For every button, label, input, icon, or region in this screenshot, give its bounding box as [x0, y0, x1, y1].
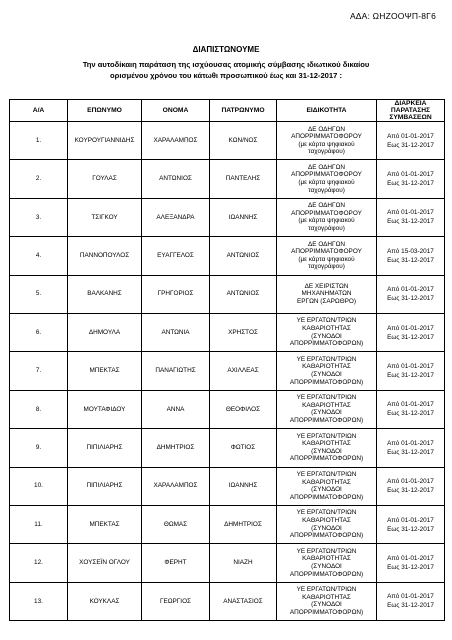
specialty-line: ταχογράφου) [308, 148, 345, 156]
duration-to: Εως 31-12-2017 [387, 180, 434, 188]
specialty-line: ΑΠΟΡΡΙΜΜΑΤΟΦΟΡΩΝ) [289, 378, 364, 386]
duration-from: Από 01-01-2017 [387, 286, 434, 294]
cell-surname: ΚΟΥΚΛΑΣ [68, 582, 142, 620]
header-duration-line: ΣΥΜΒΑΣΕΩΝ [389, 114, 432, 121]
specialty-line: ΥΕ ΕΡΓΑΤΩΝ/ΤΡΙΩΝ [296, 394, 357, 402]
specialty-line: ΥΕ ΕΡΓΑΤΩΝ/ΤΡΙΩΝ [296, 317, 357, 325]
table-row [10, 122, 445, 160]
duration-to: Εως 31-12-2017 [387, 487, 434, 495]
table-row [10, 313, 445, 351]
cell-duration [377, 429, 445, 467]
specialty-line: ΑΠΟΡΡΙΜΜΑΤΟΦΟΡΩΝ) [289, 340, 364, 348]
duration-from: Από 01-01-2017 [387, 132, 434, 140]
cell-name: ΧΑΡΑΛΑΜΠΟΣ [142, 122, 210, 160]
cell-father: ΑΧΙΛΛΕΑΣ [210, 352, 277, 390]
cell-father: ΝΙΑΖΗ [210, 544, 277, 582]
specialty-line: (με κάρτα ψηφιακού [298, 255, 355, 263]
specialty-line: ΑΠΟΡΡΙΜΜΑΤΟΦΟΡΟΥ [291, 133, 362, 141]
cell-surname: ΧΟΥΣΕΪΝ ΟΓΛΟΥ [68, 544, 142, 582]
specialty-line: ΑΠΟΡΡΙΜΜΑΤΟΦΟΡΟΥ [291, 209, 362, 217]
duration-to: Εως 31-12-2017 [387, 256, 434, 264]
cell-duration [377, 275, 445, 313]
cell-specialty [277, 160, 377, 198]
cell-duration [377, 505, 445, 543]
table-row [10, 582, 445, 620]
cell-name: ΑΝΝΑ [142, 390, 210, 428]
cell-father: ΘΕΟΦΙΛΟΣ [210, 390, 277, 428]
duration-to: Εως 31-12-2017 [387, 333, 434, 341]
duration-from: Από 01-01-2017 [387, 593, 434, 601]
cell-duration [377, 313, 445, 351]
duration-from: Από 01-01-2017 [387, 439, 434, 447]
cell-specialty [277, 275, 377, 313]
specialty-line: ταχογράφου) [308, 186, 345, 194]
specialty-line: ταχογράφου) [308, 225, 345, 233]
header-aa: Α/Α [10, 100, 68, 122]
header-duration [377, 100, 445, 122]
cell-name: ΕΥΑΓΓΕΛΟΣ [142, 237, 210, 275]
table-row [10, 505, 445, 543]
duration-to: Εως 31-12-2017 [387, 141, 434, 149]
cell-aa: 8. [10, 390, 68, 428]
duration-from: Από 01-01-2017 [387, 171, 434, 179]
table-row [10, 352, 445, 390]
specialty-line: ταχογράφου) [308, 263, 345, 271]
table-row [10, 237, 445, 275]
specialty-line: ΚΑΘΑΡΙΟΤΗΤΑΣ [302, 478, 351, 486]
cell-father: ΔΗΜΗΤΡΙΟΣ [210, 505, 277, 543]
cell-surname: ΜΠΕΚΤΑΣ [68, 505, 142, 543]
cell-father: ΙΩΑΝΝΗΣ [210, 467, 277, 505]
cell-father: ΙΩΑΝΝΗΣ [210, 198, 277, 236]
cell-surname: ΔΗΜΟΥΛΑ [68, 313, 142, 351]
cell-surname: ΠΙΠΙΛΙΑΡΗΣ [68, 467, 142, 505]
duration-to: Εως 31-12-2017 [387, 448, 434, 456]
duration-to: Εως 31-12-2017 [387, 410, 434, 418]
staff-table [9, 99, 445, 621]
duration-to: Εως 31-12-2017 [387, 563, 434, 571]
duration-from: Από 01-01-2017 [387, 324, 434, 332]
table-row [10, 467, 445, 505]
specialty-line: ΥΕ ΕΡΓΑΤΩΝ/ΤΡΙΩΝ [296, 586, 357, 594]
cell-aa: 7. [10, 352, 68, 390]
specialty-line: ΥΕ ΕΡΓΑΤΩΝ/ΤΡΙΩΝ [296, 471, 357, 479]
specialty-line: ΚΑΘΑΡΙΟΤΗΤΑΣ [302, 593, 351, 601]
cell-aa: 12. [10, 544, 68, 582]
duration-from: Από 01-01-2017 [387, 554, 434, 562]
cell-aa: 9. [10, 429, 68, 467]
specialty-line: ΚΑΘΑΡΙΟΤΗΤΑΣ [302, 401, 351, 409]
specialty-line: ΥΕ ΕΡΓΑΤΩΝ/ΤΡΙΩΝ [296, 509, 357, 517]
duration-to: Εως 31-12-2017 [387, 372, 434, 380]
duration-from: Από 01-01-2017 [387, 363, 434, 371]
table-row [10, 390, 445, 428]
cell-specialty [277, 505, 377, 543]
cell-specialty [277, 313, 377, 351]
specialty-line: ΑΠΟΡΡΙΜΜΑΤΟΦΟΡΟΥ [291, 248, 362, 256]
cell-aa: 1. [10, 122, 68, 160]
cell-duration [377, 352, 445, 390]
specialty-line: ΑΠΟΡΡΙΜΜΑΤΟΦΟΡΩΝ) [289, 570, 364, 578]
cell-surname: ΠΑΝΝΟΠΟΥΛΟΣ [68, 237, 142, 275]
cell-name: ΑΛΕΞΑΝΔΡΑ [142, 198, 210, 236]
intro-text [40, 60, 412, 81]
header-specialty: ΕΙΔΙΚΟΤΗΤΑ [277, 100, 377, 122]
table-row [10, 198, 445, 236]
duration-from: Από 01-01-2017 [387, 401, 434, 409]
specialty-line: ΔΕ ΟΔΗΓΩΝ [308, 163, 345, 171]
specialty-line: (με κάρτα ψηφιακού [298, 179, 355, 187]
cell-specialty [277, 544, 377, 582]
cell-surname: ΤΣΙΓΚΟΥ [68, 198, 142, 236]
cell-name: ΠΑΝΑΓΙΩΤΗΣ [142, 352, 210, 390]
specialty-line: ΔΕ ΟΔΗΓΩΝ [308, 202, 345, 210]
specialty-line: (ΣΥΝΟΔΟΙ [311, 447, 342, 455]
header-duration-line: ΠΑΡΑΤΑΣΗΣ [390, 107, 431, 114]
cell-aa: 11. [10, 505, 68, 543]
specialty-line: ΚΑΘΑΡΙΟΤΗΤΑΣ [302, 325, 351, 333]
specialty-line: ΑΠΟΡΡΙΜΜΑΤΟΦΟΡΩΝ) [289, 493, 364, 501]
table-header-row [10, 100, 445, 122]
cell-surname: ΚΟΥΡΟΥΓΙΑΝΝΙΔΗΣ [68, 122, 142, 160]
specialty-line: ΑΠΟΡΡΙΜΜΑΤΟΦΟΡΩΝ) [289, 608, 364, 616]
specialty-line: ΚΑΘΑΡΙΟΤΗΤΑΣ [302, 517, 351, 524]
specialty-line: (ΣΥΝΟΔΟΙ [311, 409, 342, 417]
cell-specialty [277, 429, 377, 467]
cell-aa: 4. [10, 237, 68, 275]
cell-surname: ΒΑΛΚΑΝΗΣ [68, 275, 142, 313]
cell-surname: ΓΟΥΛΑΣ [68, 160, 142, 198]
cell-aa: 13. [10, 582, 68, 620]
specialty-line: ΥΕ ΕΡΓΑΤΩΝ/ΤΡΙΩΝ [296, 547, 357, 555]
cell-father: ΑΝΑΣΤΑΣΙΟΣ [210, 582, 277, 620]
cell-name: ΓΡΗΓΟΡΙΟΣ [142, 275, 210, 313]
cell-specialty [277, 467, 377, 505]
cell-surname: ΠΙΠΙΛΙΑΡΗΣ [68, 429, 142, 467]
header-name: ΟΝΟΜΑ [142, 100, 210, 122]
specialty-line: (ΣΥΝΟΔΟΙ [311, 562, 342, 570]
header-father: ΠΑΤΡΩΝΥΜΟ [210, 100, 277, 122]
specialty-line: ΚΑΘΑΡΙΟΤΗΤΑΣ [302, 555, 351, 563]
cell-specialty [277, 122, 377, 160]
cell-father: ΧΡΗΣΤΟΣ [210, 313, 277, 351]
cell-aa: 2. [10, 160, 68, 198]
duration-from: Από 01-01-2017 [387, 209, 434, 217]
cell-duration [377, 582, 445, 620]
cell-name: ΘΩΜΑΣ [142, 505, 210, 543]
table-row [10, 160, 445, 198]
cell-name: ΧΑΡΑΛΑΜΠΟΣ [142, 467, 210, 505]
cell-aa: 5. [10, 275, 68, 313]
document-heading: ΔΙΑΠΙΣΤΩΝΟΥΜΕ [192, 45, 260, 54]
specialty-line: ΚΑΘΑΡΙΟΤΗΤΑΣ [302, 363, 351, 371]
cell-father: ΠΑΝΤΕΛΗΣ [210, 160, 277, 198]
cell-surname: ΜΠΕΚΤΑΣ [68, 352, 142, 390]
specialty-line: ΔΕ ΟΔΗΓΩΝ [308, 240, 345, 248]
cell-father: ΚΩΝ/ΝΟΣ [210, 122, 277, 160]
specialty-line: ΑΠΟΡΡΙΜΜΑΤΟΦΟΡΩΝ) [289, 417, 364, 425]
cell-name: ΑΝΤΩΝΙΟΣ [142, 160, 210, 198]
cell-father: ΦΩΤΙΟΣ [210, 429, 277, 467]
duration-to: Εως 31-12-2017 [387, 602, 434, 610]
specialty-line: (με κάρτα ψηφιακού [298, 140, 355, 148]
duration-from: Από 15-03-2017 [387, 247, 434, 255]
cell-specialty [277, 390, 377, 428]
duration-to: Εως 31-12-2017 [387, 218, 434, 226]
specialty-line: ΚΑΘΑΡΙΟΤΗΤΑΣ [302, 440, 351, 448]
cell-aa: 3. [10, 198, 68, 236]
specialty-line: ΑΠΟΡΡΙΜΜΑΤΟΦΟΡΩΝ) [289, 532, 364, 540]
cell-duration [377, 237, 445, 275]
specialty-line: (ΣΥΝΟΔΟΙ [311, 371, 342, 379]
specialty-line: ΑΠΟΡΡΙΜΜΑΤΟΦΟΡΩΝ) [289, 455, 364, 463]
cell-aa: 6. [10, 313, 68, 351]
cell-duration [377, 467, 445, 505]
specialty-line: ΜΗΧΑΝΗΜΑΤΩΝ [301, 290, 352, 298]
cell-duration [377, 544, 445, 582]
duration-to: Εως 31-12-2017 [387, 525, 434, 533]
specialty-line: (ΣΥΝΟΔΟΙ [311, 524, 342, 532]
intro-line-2: ορισμένου χρόνου του κάτωθι προσωπικού έως και 31-12-2017 : [110, 70, 342, 80]
specialty-line: (ΣΥΝΟΔΟΙ [311, 486, 342, 494]
duration-to: Εως 31-12-2017 [387, 295, 434, 303]
cell-father: ΑΝΤΩΝΙΟΣ [210, 275, 277, 313]
cell-duration [377, 390, 445, 428]
specialty-line: (ΣΥΝΟΔΟΙ [311, 601, 342, 609]
cell-duration [377, 122, 445, 160]
cell-specialty [277, 198, 377, 236]
intro-line-1: Την αυτοδίκαιη παράταση της ισχύουσας ατομικής σύμβασης ιδιωτικού δικαίου [82, 60, 370, 69]
specialty-line: (με κάρτα ψηφιακού [298, 217, 355, 225]
cell-name: ΑΝΤΩΝΙΑ [142, 313, 210, 351]
cell-specialty [277, 582, 377, 620]
specialty-line: ΥΕ ΕΡΓΑΤΩΝ/ΤΡΙΩΝ [296, 432, 357, 440]
header-surname: ΕΠΩΝΥΜΟ [68, 100, 142, 122]
cell-specialty [277, 237, 377, 275]
table-row [10, 429, 445, 467]
cell-surname: ΜΟΥΤΑΦΙΔΟΥ [68, 390, 142, 428]
cell-duration [377, 198, 445, 236]
specialty-line: (ΣΥΝΟΔΟΙ [311, 332, 342, 340]
ada-code: ΑΔΑ: ΩΗΖΟΟΨΠ-8Γ6 [349, 11, 436, 21]
specialty-line: ΑΠΟΡΡΙΜΜΑΤΟΦΟΡΟΥ [291, 171, 362, 179]
header-duration-line: ΔΙΑΡΚΕΙΑ [394, 100, 427, 107]
duration-from: Από 01-01-2017 [387, 478, 434, 486]
specialty-line: ΔΕ ΧΕΙΡΙΣΤΩΝ [304, 282, 349, 290]
cell-father: ΑΝΤΩΝΙΟΣ [210, 237, 277, 275]
duration-from: Από 01-01-2017 [387, 516, 434, 524]
specialty-line: ΕΡΓΩΝ (ΣΑΡΩΘΡΟ) [297, 298, 356, 306]
specialty-line: ΔΕ ΟΔΗΓΩΝ [308, 125, 345, 133]
cell-duration [377, 160, 445, 198]
table-row [10, 544, 445, 582]
table-row [10, 275, 445, 313]
cell-name: ΔΗΜΗΤΡΙΟΣ [142, 429, 210, 467]
cell-specialty [277, 352, 377, 390]
cell-name: ΦΕΡΗΤ [142, 544, 210, 582]
cell-name: ΓΕΩΡΓΙΟΣ [142, 582, 210, 620]
cell-aa: 10. [10, 467, 68, 505]
specialty-line: ΥΕ ΕΡΓΑΤΩΝ/ΤΡΙΩΝ [296, 355, 357, 363]
